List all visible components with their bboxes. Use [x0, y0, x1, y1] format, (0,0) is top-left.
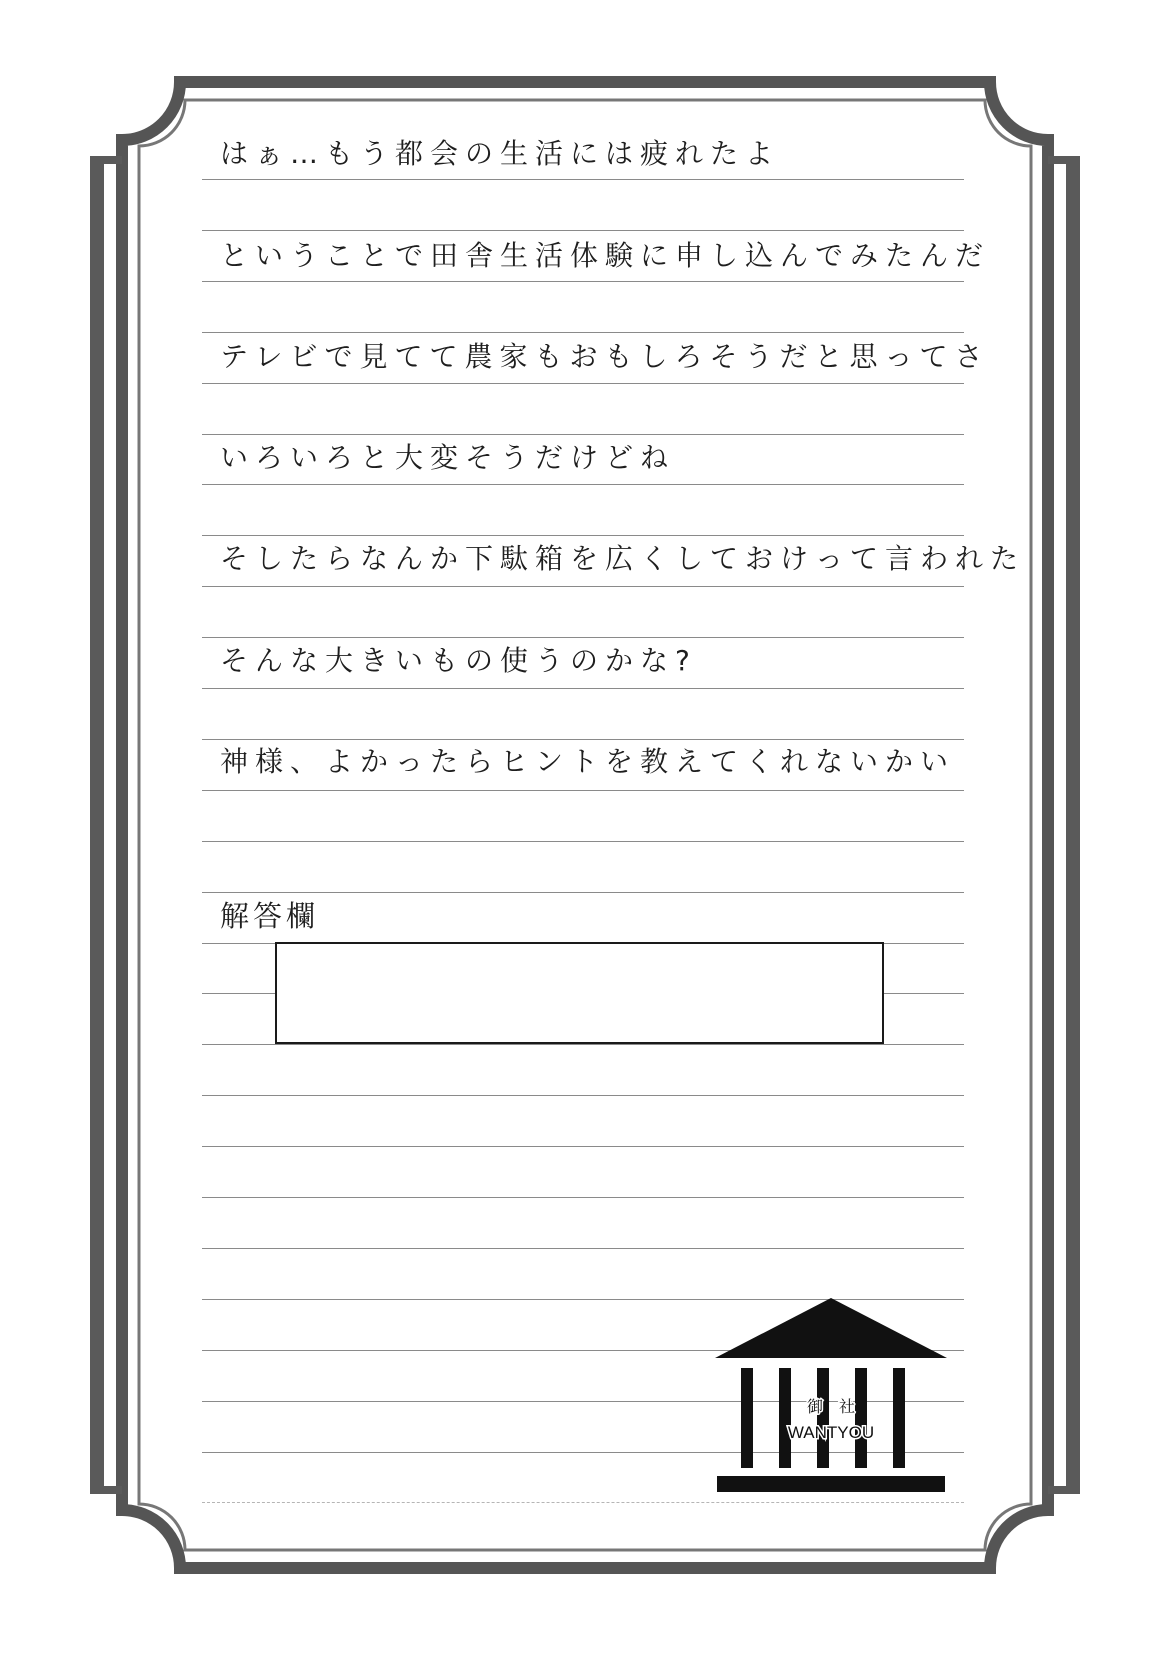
letter-line: ということで田舎生活体験に申し込んでみたんだ	[220, 239, 991, 272]
shrine-text-bottom: WANTYOU	[787, 1423, 875, 1442]
shrine-base	[717, 1476, 945, 1492]
ruled-line	[202, 179, 964, 180]
ruled-line	[202, 281, 964, 282]
ruled-line	[202, 1146, 964, 1147]
ruled-line	[202, 790, 964, 791]
ruled-line	[202, 484, 964, 485]
answer-box[interactable]	[275, 942, 884, 1044]
letter-line: いろいろと大変そうだけどね	[220, 441, 676, 474]
dashed-line	[202, 1502, 964, 1503]
answer-label: 解答欄	[220, 899, 320, 933]
shrine-logo	[715, 1298, 947, 1494]
ruled-line	[202, 230, 964, 231]
letter-line: テレビで見てて農家もおもしろそうだと思ってさ	[220, 340, 990, 373]
ruled-line	[202, 688, 964, 689]
ruled-line	[202, 637, 964, 638]
letter-line: そしたらなんか下駄箱を広くしておけって言われた	[220, 542, 1026, 575]
right-rail	[1066, 160, 1080, 1490]
ruled-line	[202, 586, 964, 587]
ruled-line	[202, 892, 964, 893]
ruled-line	[202, 739, 964, 740]
shrine-text-top: 御 社	[806, 1397, 856, 1416]
ruled-line	[202, 1248, 964, 1249]
left-rail	[90, 160, 104, 1490]
ruled-line	[202, 332, 964, 333]
ruled-line	[202, 1044, 964, 1045]
ruled-line	[202, 535, 964, 536]
shrine-pillar	[893, 1368, 905, 1468]
ruled-line	[202, 841, 964, 842]
ruled-line	[202, 383, 964, 384]
shrine-roof	[715, 1298, 947, 1358]
ruled-line	[202, 434, 964, 435]
shrine-pillar	[779, 1368, 791, 1468]
letter-line: 神様、よかったらヒントを教えてくれないかい	[220, 745, 956, 778]
shrine-pillar	[855, 1368, 867, 1468]
letter-line: そんな大きいもの使うのかな?	[220, 644, 697, 677]
shrine-pillar	[741, 1368, 753, 1468]
shrine-pillar	[817, 1368, 829, 1468]
ruled-line	[202, 1095, 964, 1096]
ruled-line	[202, 1197, 964, 1198]
letter-line: はぁ…もう都会の生活には疲れたよ	[220, 137, 781, 170]
